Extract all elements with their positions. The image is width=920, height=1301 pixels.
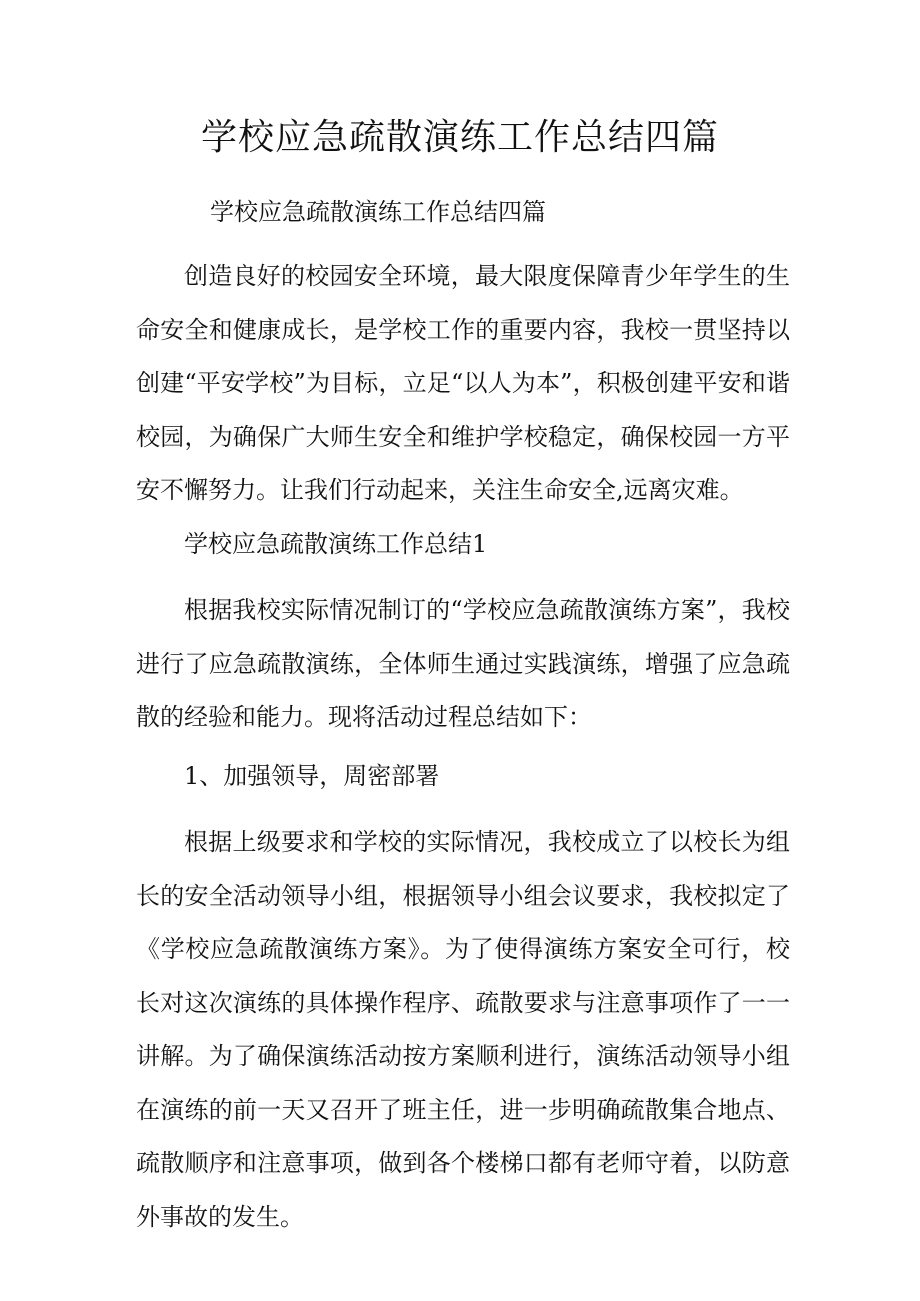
item-body-paragraph: 根据上级要求和学校的实际情况，我校成立了以校长为组长的安全活动领导小组，根据领导小组会议要求，我校拟定了《学校应急疏散演练方案》。为了使得演练方案安全可行，校长对这次演练的具体操作程序、疏散要求与注意事项作了一一讲解。为了确保演练活动按方案顺利进行，演练活动领导小组在演练的前一天又召开了班主任，进一步明确疏散集合地点、疏散顺序和注意事项，做到各个楼梯口都有老师守着，以防意外事故的发生。	[136, 828, 790, 1231]
intro-paragraph: 创造良好的校园安全环境，最大限度保障青少年学生的生命安全和健康成长，是学校工作的重要内容，我校一贯坚持以创建“平安学校”为目标，立足“以人为本”，积极创建平安和谐校园，为确保广大师生安全和维护学校稳定，确保校园一方平安不懈努力。让我们行动起来，关注生命安全,远离灾难。	[136, 262, 790, 504]
section-intro-paragraph: 根据我校实际情况制订的“学校应急疏散演练方案”，我校进行了应急疏散演练，全体师生通过实践演练，增强了应急疏散的经验和能力。现将活动过程总结如下：	[136, 596, 790, 731]
item-heading: 1、加强领导，周密部署	[184, 762, 440, 790]
section-heading: 学校应急疏散演练工作总结1	[184, 530, 488, 558]
document-title: 学校应急疏散演练工作总结四篇	[200, 117, 719, 158]
document-subtitle: 学校应急疏散演练工作总结四篇	[210, 198, 546, 226]
